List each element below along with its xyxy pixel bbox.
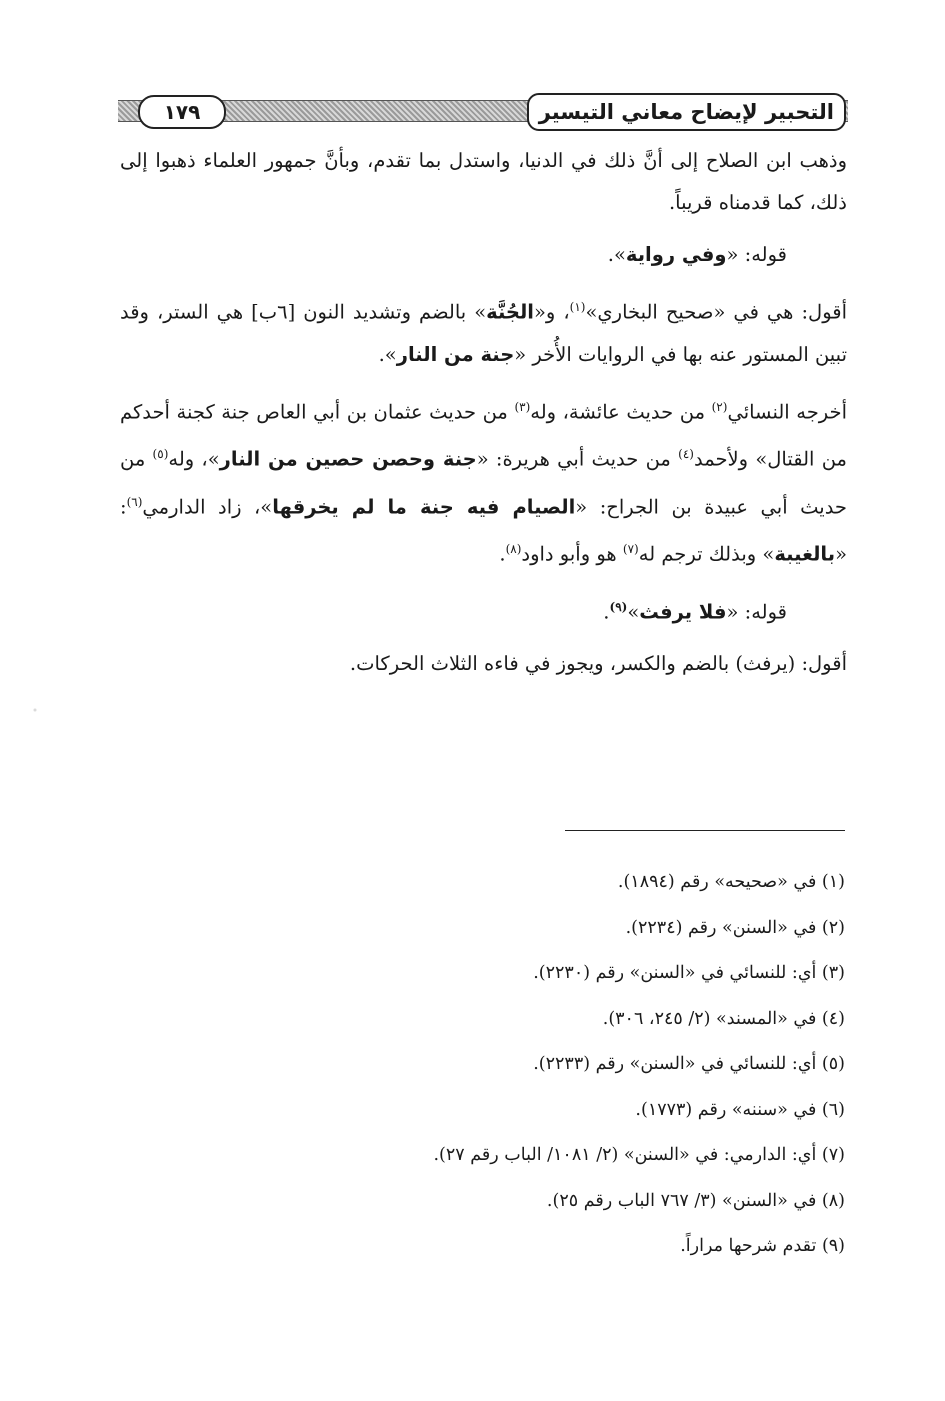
text-run: أقول: (يرفث) بالضم والكسر، ويجوز في فاءه الثلاث الحركات. [349, 652, 847, 675]
text-run: » بالضم وتشديد النون [٦ب] هي الستر، وقد تبين المستور عنه بها في الروايات الأُخر « [120, 300, 847, 366]
footnotes [245, 860, 845, 1270]
footnote: (٥) أي: للنسائي في «السنن» رقم (٢٢٣٣). [533, 1054, 845, 1074]
page-number: ١٧٩ [138, 95, 226, 129]
footnote-reference: (٤) [678, 447, 694, 461]
paragraph [120, 140, 847, 224]
footnote: (٤) في «المسند» (٢/ ٢٤٥، ٣٠٦). [602, 1008, 845, 1029]
text-run: ». [607, 243, 626, 266]
text-run: أقول: هي في «صحيح البخاري» [585, 300, 848, 324]
paragraph [120, 586, 847, 634]
footnote: (٧) أي: الدارمي: في «السنن» (٢/ ١٠٨١/ الباب رقم ٢٧). [433, 1145, 845, 1165]
footnote-reference: (٩) [609, 599, 628, 614]
text-run: من حديث عثمان بن أبي العاص جنة كجنة أحدكم من القتال» ولأحمد [120, 400, 847, 471]
paragraph [120, 643, 847, 685]
bold-text: جنة من النار [396, 342, 515, 366]
book-title: التحبير لإيضاح معاني التيسير [527, 93, 846, 131]
footnote-separator [565, 830, 845, 831]
text-run: وذهب ابن الصلاح إلى أنَّ ذلك في الدنيا، واستدل بما تقدم، وبأنَّ جمهور العلماء ذهبوا إلى ذلك، كما قدمناه قريباً. [120, 149, 847, 214]
text-run: من حديث أبي هريرة: « [476, 447, 679, 471]
footnote: (٩) تقدم شرحها مراراً. [680, 1236, 845, 1256]
bold-text: الجُنَّة [486, 300, 534, 324]
text-run: . [499, 542, 506, 566]
text-run: » [627, 600, 640, 623]
footnote-reference: (٨) [505, 542, 522, 556]
footnote-reference: (٦) [126, 494, 143, 509]
text-run: . [603, 600, 610, 623]
footnote: (١) في «صحيحه» رقم (١٨٩٤). [617, 872, 845, 892]
main-text [120, 140, 847, 695]
footnote-reference: (٧) [622, 542, 639, 556]
text-run: : « [120, 495, 847, 566]
footnote-reference: (٥) [152, 447, 169, 461]
bold-text: فلا يرفث [639, 600, 727, 623]
footnote: (٨) في «السنن» (٣/ ٧٦٧ الباب رقم ٢٥). [546, 1190, 845, 1211]
text-run: ، و« [533, 300, 570, 324]
paragraph [120, 234, 847, 276]
footnote-reference: (٢) [711, 399, 728, 414]
text-run: هو وأبو داود [521, 542, 623, 566]
text-run: » وبذلك ترجم له [638, 542, 775, 566]
footnote: (٢) في «السنن» رقم (٢٢٣٤). [625, 917, 845, 938]
text-run: »، زاد الدارمي [142, 495, 273, 518]
running-header [118, 93, 848, 133]
footnote: (٦) في «سننه» رقم (١٧٧٣). [635, 1099, 845, 1120]
bold-text: بالغيبة [774, 542, 836, 566]
paragraph [120, 286, 847, 376]
text-run: »، وله [168, 447, 220, 471]
bold-text: جنة وحصن حصين من النار [219, 447, 477, 471]
footnote: (٣) أي: للنسائي في «السنن» رقم (٢٢٣٠). [533, 963, 845, 983]
footnote-reference: (١) [569, 300, 586, 314]
text-run: أخرجه النسائي [727, 400, 847, 423]
bold-text: الصيام فيه جنة ما لم يخرقها [272, 495, 576, 518]
text-run: قوله: « [726, 600, 787, 623]
text-run: من حديث أبي عبيدة بن الجراح: « [120, 447, 847, 518]
scan-smudge [20, 700, 50, 720]
footnote-reference: (٣) [514, 399, 531, 414]
paragraph [120, 386, 847, 576]
text-run: ». [378, 342, 397, 366]
bold-text: وفي رواية [625, 243, 727, 266]
text-run: قوله: « [726, 243, 787, 266]
text-run: من حديث عائشة، وله [530, 400, 712, 423]
